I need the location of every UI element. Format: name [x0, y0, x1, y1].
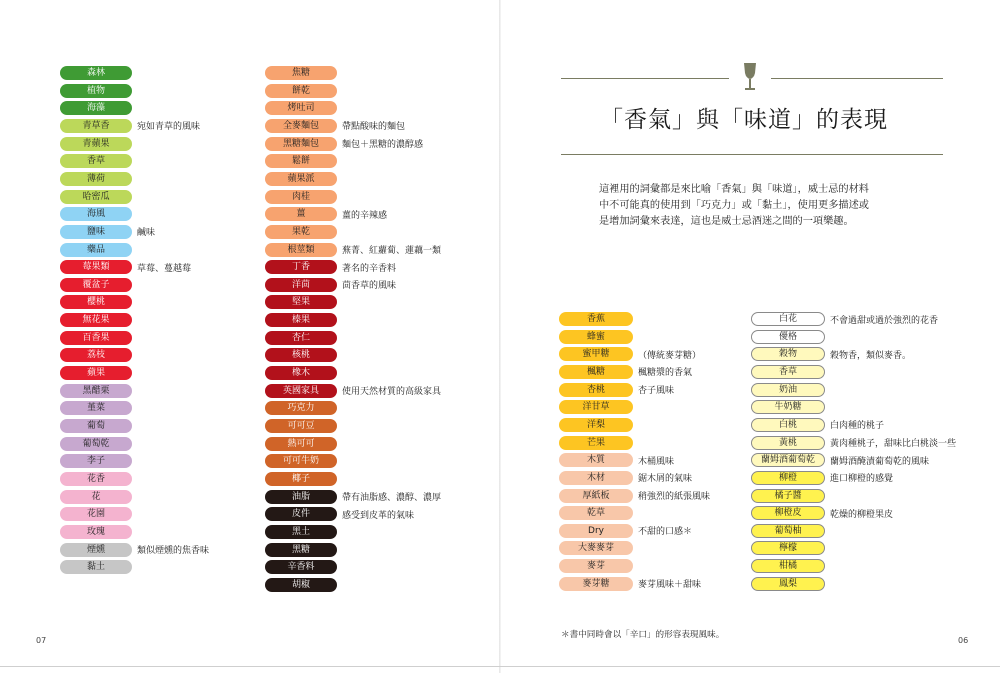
- flavor-label-pill: 覆盆子: [60, 278, 132, 292]
- flavor-label-pill: 植物: [60, 84, 132, 98]
- flavor-label-pill: 柑橘: [751, 559, 825, 573]
- flavor-row: [265, 207, 387, 221]
- flavor-label-pill: 橡木: [265, 366, 337, 380]
- flavor-label-pill: 花: [60, 490, 132, 504]
- flavor-row: [60, 490, 132, 504]
- flavor-label-pill: 麥芽糖: [559, 577, 633, 591]
- page-title: 「香氣」與「味道」的表現: [600, 107, 888, 133]
- flavor-label-pill: 煙燻: [60, 543, 132, 557]
- flavor-row: [751, 330, 825, 344]
- flavor-label-pill: 洋茴: [265, 278, 337, 292]
- flavor-row: [265, 119, 405, 133]
- flavor-label-pill: 巧克力: [265, 401, 337, 415]
- flavor-label-pill: 皮件: [265, 507, 337, 521]
- flavor-row: [60, 472, 132, 486]
- title-rule-right: [771, 78, 943, 79]
- flavor-row: [265, 348, 337, 362]
- flavor-note: 類似煙燻的焦香味: [137, 546, 210, 557]
- flavor-label-pill: 藥品: [60, 243, 132, 257]
- flavor-label-pill: 香草: [751, 365, 825, 379]
- flavor-label-pill: 餅乾: [265, 84, 337, 98]
- flavor-label-pill: 森林: [60, 66, 132, 80]
- flavor-label-pill: 青蘋果: [60, 137, 132, 151]
- flavor-row: [559, 559, 633, 573]
- flavor-label-pill: 蜂蜜: [559, 330, 633, 344]
- flavor-note: 白肉種的桃子: [830, 421, 885, 432]
- flavor-row: [265, 437, 337, 451]
- flavor-label-pill: 杏桃: [559, 383, 633, 397]
- flavor-row: [60, 278, 132, 292]
- flavor-label-pill: 木質: [559, 453, 633, 467]
- flavor-note: 麥芽風味＋甜味: [638, 580, 702, 591]
- flavor-row: [751, 418, 884, 432]
- flavor-row: [60, 437, 132, 451]
- flavor-row: [60, 190, 132, 204]
- flavor-label-pill: 蜜甲糖: [559, 347, 633, 361]
- flavor-row: [265, 366, 337, 380]
- flavor-label-pill: 黃桃: [751, 436, 825, 450]
- flavor-note: 草莓、蔓越莓: [137, 263, 192, 274]
- flavor-row: [559, 577, 701, 591]
- flavor-row: [265, 543, 337, 557]
- flavor-label-pill: 花香: [60, 472, 132, 486]
- flavor-note: 不會過甜或過於強烈的花香: [830, 315, 939, 326]
- flavor-row: [265, 154, 337, 168]
- flavor-row: [751, 489, 825, 503]
- flavor-label-pill: 丁香: [265, 260, 337, 274]
- flavor-row: [60, 172, 132, 186]
- flavor-row: [751, 471, 893, 485]
- flavor-note: （傳統麥芽糖）: [638, 350, 702, 361]
- flavor-label-pill: 葡萄: [60, 419, 132, 433]
- flavor-label-pill: 麥芽: [559, 559, 633, 573]
- flavor-label-pill: 黑土: [265, 525, 337, 539]
- flavor-label-pill: Dry: [559, 524, 633, 538]
- flavor-row: [559, 506, 633, 520]
- flavor-label-pill: 薑: [265, 207, 337, 221]
- flavor-note: 木桶風味: [638, 456, 675, 467]
- flavor-label-pill: 海藻: [60, 101, 132, 115]
- flavor-row: [265, 172, 337, 186]
- intro-line: 這裡用的詞彙都是來比喻「香氣」與「味道」，威士忌的材料: [599, 184, 869, 195]
- flavor-row: [265, 260, 396, 274]
- title-rule-left: [561, 78, 729, 79]
- flavor-label-pill: 花園: [60, 507, 132, 521]
- flavor-row: [265, 454, 337, 468]
- flavor-label-pill: 油脂: [265, 490, 337, 504]
- footnote: ＊書中同時會以「辛口」的形容表現風味。: [561, 630, 725, 640]
- flavor-row: [60, 66, 132, 80]
- flavor-row: [60, 260, 191, 274]
- book-spine: [499, 0, 501, 673]
- flavor-row: [559, 330, 633, 344]
- flavor-note: 楓糖漿的香氣: [638, 368, 693, 379]
- flavor-label-pill: 鬆餅: [265, 154, 337, 168]
- flavor-label-pill: 無花果: [60, 313, 132, 327]
- flavor-row: [265, 507, 414, 521]
- flavor-label-pill: 榛果: [265, 313, 337, 327]
- flavor-note: 杏子風味: [638, 386, 675, 397]
- flavor-row: [751, 541, 825, 555]
- flavor-label-pill: 熱可可: [265, 437, 337, 451]
- flavor-label-pill: 肉桂: [265, 190, 337, 204]
- flavor-row: [559, 436, 633, 450]
- flavor-row: [265, 66, 337, 80]
- flavor-row: [60, 507, 132, 521]
- flavor-note: 感受到皮革的氣味: [342, 510, 415, 521]
- flavor-note: 宛如青草的風味: [137, 122, 201, 133]
- flavor-label-pill: 蘋果派: [265, 172, 337, 186]
- flavor-label-pill: 全麥麵包: [265, 119, 337, 133]
- flavor-row: [751, 400, 825, 414]
- flavor-note: 不甜的口感＊: [638, 527, 693, 538]
- flavor-label-pill: 堅果: [265, 295, 337, 309]
- flavor-label-pill: 鳳梨: [751, 577, 825, 591]
- flavor-row: [265, 137, 423, 151]
- flavor-row: [60, 366, 132, 380]
- flavor-row: [559, 471, 692, 485]
- flavor-row: [559, 524, 692, 538]
- flavor-label-pill: 薄荷: [60, 172, 132, 186]
- flavor-row: [60, 207, 132, 221]
- flavor-row: [265, 560, 337, 574]
- flavor-row: [60, 101, 132, 115]
- flavor-row: [265, 313, 337, 327]
- flavor-note: 使用天然材質的高級家具: [342, 387, 442, 398]
- flavor-row: [751, 506, 893, 520]
- flavor-label-pill: 白花: [751, 312, 825, 326]
- flavor-row: [60, 119, 200, 133]
- flavor-label-pill: 黑糖: [265, 543, 337, 557]
- flavor-row: [60, 543, 209, 557]
- flavor-row: [60, 454, 132, 468]
- flavor-note: 帶有油脂感、濃醇、濃厚: [342, 493, 442, 504]
- flavor-row: [559, 489, 710, 503]
- flavor-row: [60, 401, 132, 415]
- flavor-label-pill: 烤吐司: [265, 101, 337, 115]
- flavor-label-pill: 芒果: [559, 436, 633, 450]
- flavor-label-pill: 柳橙皮: [751, 506, 825, 520]
- flavor-note: 薑的辛辣感: [342, 210, 388, 221]
- flavor-row: [559, 541, 633, 555]
- flavor-label-pill: 葡萄柚: [751, 524, 825, 538]
- flavor-row: [559, 400, 633, 414]
- flavor-label-pill: 莓果類: [60, 260, 132, 274]
- flavor-label-pill: 奶油: [751, 383, 825, 397]
- title-rule-bottom: [561, 154, 943, 155]
- flavor-row: [265, 225, 337, 239]
- flavor-label-pill: 哈密瓜: [60, 190, 132, 204]
- flavor-row: [559, 365, 692, 379]
- flavor-label-pill: 根莖類: [265, 243, 337, 257]
- flavor-row: [60, 331, 132, 345]
- flavor-label-pill: 牛奶糖: [751, 400, 825, 414]
- flavor-note: 蕪菁、紅蘿蔔、蓮藕一類: [342, 246, 442, 256]
- flavor-label-pill: 香草: [60, 154, 132, 168]
- flavor-row: [559, 312, 633, 326]
- flavor-label-pill: 李子: [60, 454, 132, 468]
- flavor-row: [751, 577, 825, 591]
- intro-line: 是增加詞彙來表達，這也是威士忌酒迷之間的一項樂趣。: [599, 216, 854, 227]
- flavor-row: [265, 243, 441, 257]
- flavor-note: 麵包＋黑糖的濃醇感: [342, 140, 424, 151]
- flavor-row: [60, 295, 132, 309]
- flavor-label-pill: 荔枝: [60, 348, 132, 362]
- flavor-row: [60, 348, 132, 362]
- flavor-label-pill: 黏土: [60, 560, 132, 574]
- flavor-label-pill: 杏仁: [265, 331, 337, 345]
- flavor-label-pill: 椰子: [265, 472, 337, 486]
- flavor-row: [60, 313, 132, 327]
- flavor-row: [751, 365, 825, 379]
- flavor-row: [60, 525, 132, 539]
- flavor-label-pill: 黑醋栗: [60, 384, 132, 398]
- flavor-row: [265, 295, 337, 309]
- flavor-label-pill: 柳橙: [751, 471, 825, 485]
- flavor-row: [265, 578, 337, 592]
- flavor-note: 著名的辛香料: [342, 263, 397, 274]
- flavor-label-pill: 穀物: [751, 347, 825, 361]
- flavor-label-pill: 海風: [60, 207, 132, 221]
- flavor-row: [751, 436, 956, 450]
- flavor-label-pill: 優格: [751, 330, 825, 344]
- flavor-label-pill: 核桃: [265, 348, 337, 362]
- flavor-label-pill: 厚紙板: [559, 489, 633, 503]
- flavor-row: [60, 243, 132, 257]
- flavor-label-pill: 英國家具: [265, 384, 337, 398]
- flavor-row: [265, 401, 337, 415]
- flavor-label-pill: 乾草: [559, 506, 633, 520]
- flavor-label-pill: 可可豆: [265, 419, 337, 433]
- flavor-row: [751, 559, 825, 573]
- flavor-row: [60, 84, 132, 98]
- flavor-row: [559, 383, 674, 397]
- flavor-row: [265, 525, 337, 539]
- flavor-note: 鋸木屑的氣味: [638, 474, 693, 485]
- flavor-label-pill: 果乾: [265, 225, 337, 239]
- flavor-label-pill: 白桃: [751, 418, 825, 432]
- flavor-row: [265, 190, 337, 204]
- flavor-label-pill: 百香果: [60, 331, 132, 345]
- flavor-note: 進口柳橙的感覺: [830, 474, 894, 485]
- flavor-label-pill: 檸檬: [751, 541, 825, 555]
- flavor-row: [60, 560, 132, 574]
- flavor-label-pill: 堇菜: [60, 401, 132, 415]
- flavor-row: [60, 419, 132, 433]
- flavor-row: [265, 472, 337, 486]
- flavor-label-pill: 木材: [559, 471, 633, 485]
- flavor-row: [751, 383, 825, 397]
- page-bottom-edge: [0, 666, 1000, 667]
- flavor-label-pill: 可可牛奶: [265, 454, 337, 468]
- flavor-row: [265, 278, 396, 292]
- flavor-label-pill: 胡椒: [265, 578, 337, 592]
- flavor-label-pill: 橘子醬: [751, 489, 825, 503]
- intro-paragraph: [599, 182, 911, 230]
- flavor-row: [60, 154, 132, 168]
- flavor-row: [751, 524, 825, 538]
- flavor-label-pill: 大麥麥芽: [559, 541, 633, 555]
- flavor-row: [559, 418, 633, 432]
- flavor-label-pill: 辛香料: [265, 560, 337, 574]
- flavor-row: [60, 384, 132, 398]
- flavor-label-pill: 蘋果: [60, 366, 132, 380]
- flavor-label-pill: 青草香: [60, 119, 132, 133]
- flavor-note: 乾燥的柳橙果皮: [830, 509, 894, 520]
- flavor-row: [751, 347, 911, 361]
- flavor-note: 蘭姆酒醃漬葡萄乾的風味: [830, 456, 930, 467]
- flavor-row: [265, 490, 441, 504]
- flavor-note: 鹹味: [137, 228, 156, 239]
- flavor-label-pill: 香蕉: [559, 312, 633, 326]
- flavor-row: [751, 453, 929, 467]
- page-number-left: 07: [36, 636, 47, 645]
- flavor-label-pill: 黑糖麵包: [265, 137, 337, 151]
- flavor-row: [265, 331, 337, 345]
- flavor-label-pill: 玫瑰: [60, 525, 132, 539]
- flavor-row: [265, 384, 441, 398]
- flavor-row: [265, 419, 337, 433]
- flavor-row: [265, 101, 337, 115]
- flavor-label-pill: 蘭姆酒葡萄乾: [751, 453, 825, 467]
- flavor-note: 黃肉種桃子，甜味比白桃淡一些: [830, 439, 957, 450]
- flavor-row: [559, 347, 701, 361]
- flavor-note: 穀物香，類似麥香。: [830, 350, 912, 361]
- flavor-note: 帶點酸味的麵包: [342, 122, 406, 133]
- flavor-label-pill: 鹽味: [60, 225, 132, 239]
- flavor-row: [559, 453, 674, 467]
- flavor-note: 稍強烈的紙張風味: [638, 492, 711, 502]
- page-number-right: 06: [958, 636, 969, 645]
- flavor-row: [265, 84, 337, 98]
- flavor-label-pill: 櫻桃: [60, 295, 132, 309]
- flavor-label-pill: 洋甘草: [559, 400, 633, 414]
- wine-glass-icon: [743, 62, 757, 92]
- flavor-row: [60, 137, 132, 151]
- intro-line: 中不可能真的使用到「巧克力」或「黏土」，使用更多描述或: [599, 200, 869, 211]
- flavor-label-pill: 洋梨: [559, 418, 633, 432]
- flavor-note: 茴香草的風味: [342, 281, 397, 292]
- flavor-label-pill: 焦糖: [265, 66, 337, 80]
- flavor-row: [751, 312, 938, 326]
- flavor-row: [60, 225, 155, 239]
- flavor-label-pill: 楓糖: [559, 365, 633, 379]
- flavor-label-pill: 葡萄乾: [60, 437, 132, 451]
